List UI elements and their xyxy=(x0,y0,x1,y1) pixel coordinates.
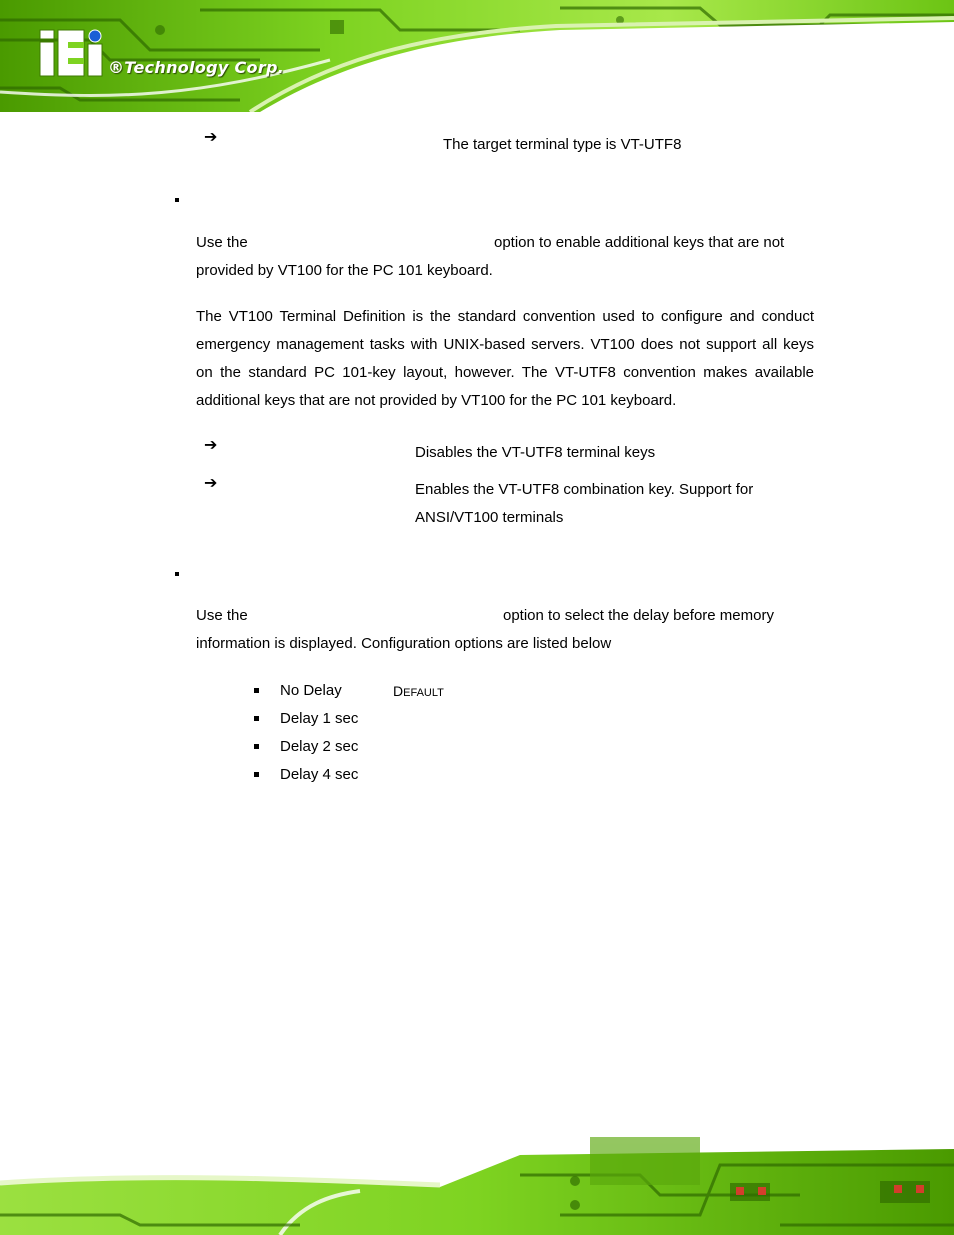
paragraph-line: The VT100 Terminal Definition is the standard convention used to configure and conduct xyxy=(196,308,814,325)
iei-logo-mark xyxy=(40,30,102,76)
intro-use-the: Use the xyxy=(196,234,248,251)
paragraph-line: additional keys that are not provided by VT100 for the PC 101 keyboard. xyxy=(196,392,677,409)
intro-rest xyxy=(503,606,814,626)
circuit-board-footer-image xyxy=(0,1125,954,1235)
option-description-line-2: ANSI/VT100 terminals xyxy=(415,509,564,526)
circuit-board-banner-image xyxy=(0,0,954,112)
footer-banner xyxy=(0,1125,954,1235)
list-bullet-icon xyxy=(254,688,259,693)
paragraph-line: emergency management tasks with UNIX-based servers. VT100 does not support all keys xyxy=(196,336,814,353)
company-name-logo: ®Technology Corp. xyxy=(108,58,285,77)
arrow-icon: ➔ xyxy=(204,437,218,454)
option-description-disabled: Disables the VT-UTF8 terminal keys xyxy=(415,444,656,461)
section-bullet-icon xyxy=(175,572,179,576)
list-item-delay-2: Delay 2 sec xyxy=(280,738,359,755)
list-bullet-icon xyxy=(254,716,259,721)
list-item-no-delay: No Delay xyxy=(280,682,342,699)
header-banner xyxy=(0,0,954,112)
intro-rest: option to enable additional keys that are not xyxy=(494,234,785,251)
section-bullet-icon xyxy=(175,198,179,202)
intro-use-the: Use the xyxy=(196,607,248,624)
arrow-icon: ➔ xyxy=(204,129,218,146)
option-description-line: Enables the VT-UTF8 combination key. Support for xyxy=(415,481,754,498)
list-bullet-icon xyxy=(254,744,259,749)
intro-line-2: provided by VT100 for the PC 101 keyboard. xyxy=(196,262,493,279)
intro-line-2: information is displayed. Configuration options are listed below xyxy=(196,635,612,652)
option-description: The target terminal type is VT-UTF8 xyxy=(443,136,682,153)
list-bullet-icon xyxy=(254,772,259,777)
arrow-icon: ➔ xyxy=(204,475,218,492)
default-tag xyxy=(393,681,444,703)
intro-rest-text: option to select the delay before memory xyxy=(503,607,774,624)
option-description-enabled xyxy=(415,480,805,500)
list-item-delay-1: Delay 1 sec xyxy=(280,710,359,727)
paragraph-line: on the standard PC 101-key layout, however. The VT-UTF8 convention makes available xyxy=(196,364,814,381)
list-item-delay-4: Delay 4 sec xyxy=(280,766,359,783)
default-tag-rest: EFAULT xyxy=(403,687,444,699)
default-tag-initial: D xyxy=(393,683,404,699)
